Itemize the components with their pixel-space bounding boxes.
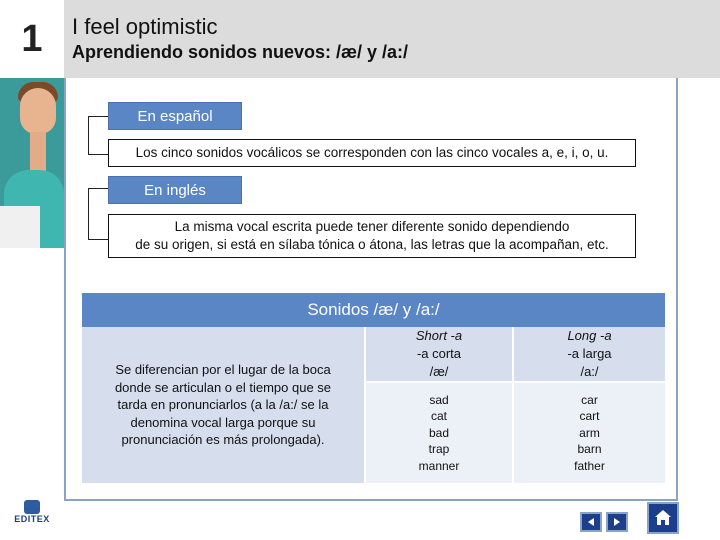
short-a-spanish: -a corta <box>416 345 462 361</box>
list-item: bad <box>428 425 450 440</box>
logo-text: EDITEX <box>14 514 50 524</box>
header-bar <box>0 0 720 78</box>
list-item: trap <box>428 442 450 457</box>
list-item: cart <box>579 409 600 424</box>
spanish-label: En español <box>108 102 242 130</box>
prev-arrow-icon <box>586 517 596 527</box>
long-a-words <box>514 383 665 483</box>
home-button[interactable] <box>647 502 679 534</box>
short-a-words <box>366 383 514 483</box>
prev-button[interactable] <box>580 512 602 532</box>
unit-number: 1 <box>0 0 64 78</box>
page-subtitle: Aprendiendo sonidos nuevos: /æ/ y /a:/ <box>72 42 409 62</box>
list-item: car <box>581 392 598 407</box>
sounds-table <box>82 293 665 483</box>
next-button[interactable] <box>606 512 628 532</box>
list-item: sad <box>429 392 449 407</box>
logo-mark-icon <box>24 500 40 514</box>
long-a-label: Long -a <box>567 327 612 343</box>
long-a-symbol: /a:/ <box>580 364 599 380</box>
list-item: arm <box>579 425 600 440</box>
editex-logo <box>8 498 56 534</box>
list-item: cat <box>430 409 447 424</box>
spanish-text: Los cinco sonidos vocálicos se corresponden con las cinco vocales a, e, i, o, u. <box>108 139 636 167</box>
connector-english <box>88 188 109 240</box>
home-icon <box>653 508 673 528</box>
short-a-header <box>366 327 514 383</box>
english-label: En inglés <box>108 176 242 204</box>
list-item: manner <box>418 458 460 473</box>
sounds-table-title: Sonidos /æ/ y /a:/ <box>82 293 665 327</box>
next-arrow-icon <box>612 517 622 527</box>
english-text-line2: de su origen, si está en sílaba tónica o átona, las letras que la acompañan, etc. <box>135 237 609 252</box>
connector-spanish <box>88 116 109 155</box>
student-photo <box>0 78 64 248</box>
sounds-description: Se diferencian por el lugar de la boca donde se articulan o el tiempo que se tarda en pronunciarlos (a la /a:/ se la denomina vocal larga porque su pronunciación es más prolongada). <box>82 327 366 483</box>
long-a-spanish: -a larga <box>567 345 612 361</box>
short-a-label: Short -a <box>415 327 463 343</box>
page-title: I feel optimistic <box>72 14 218 39</box>
list-item: father <box>574 458 605 473</box>
long-a-header <box>514 327 665 383</box>
short-a-symbol: /æ/ <box>429 364 449 380</box>
english-text <box>108 214 636 258</box>
list-item: barn <box>577 442 602 457</box>
english-text-line1: La misma vocal escrita puede tener diferente sonido dependiendo <box>174 219 570 235</box>
